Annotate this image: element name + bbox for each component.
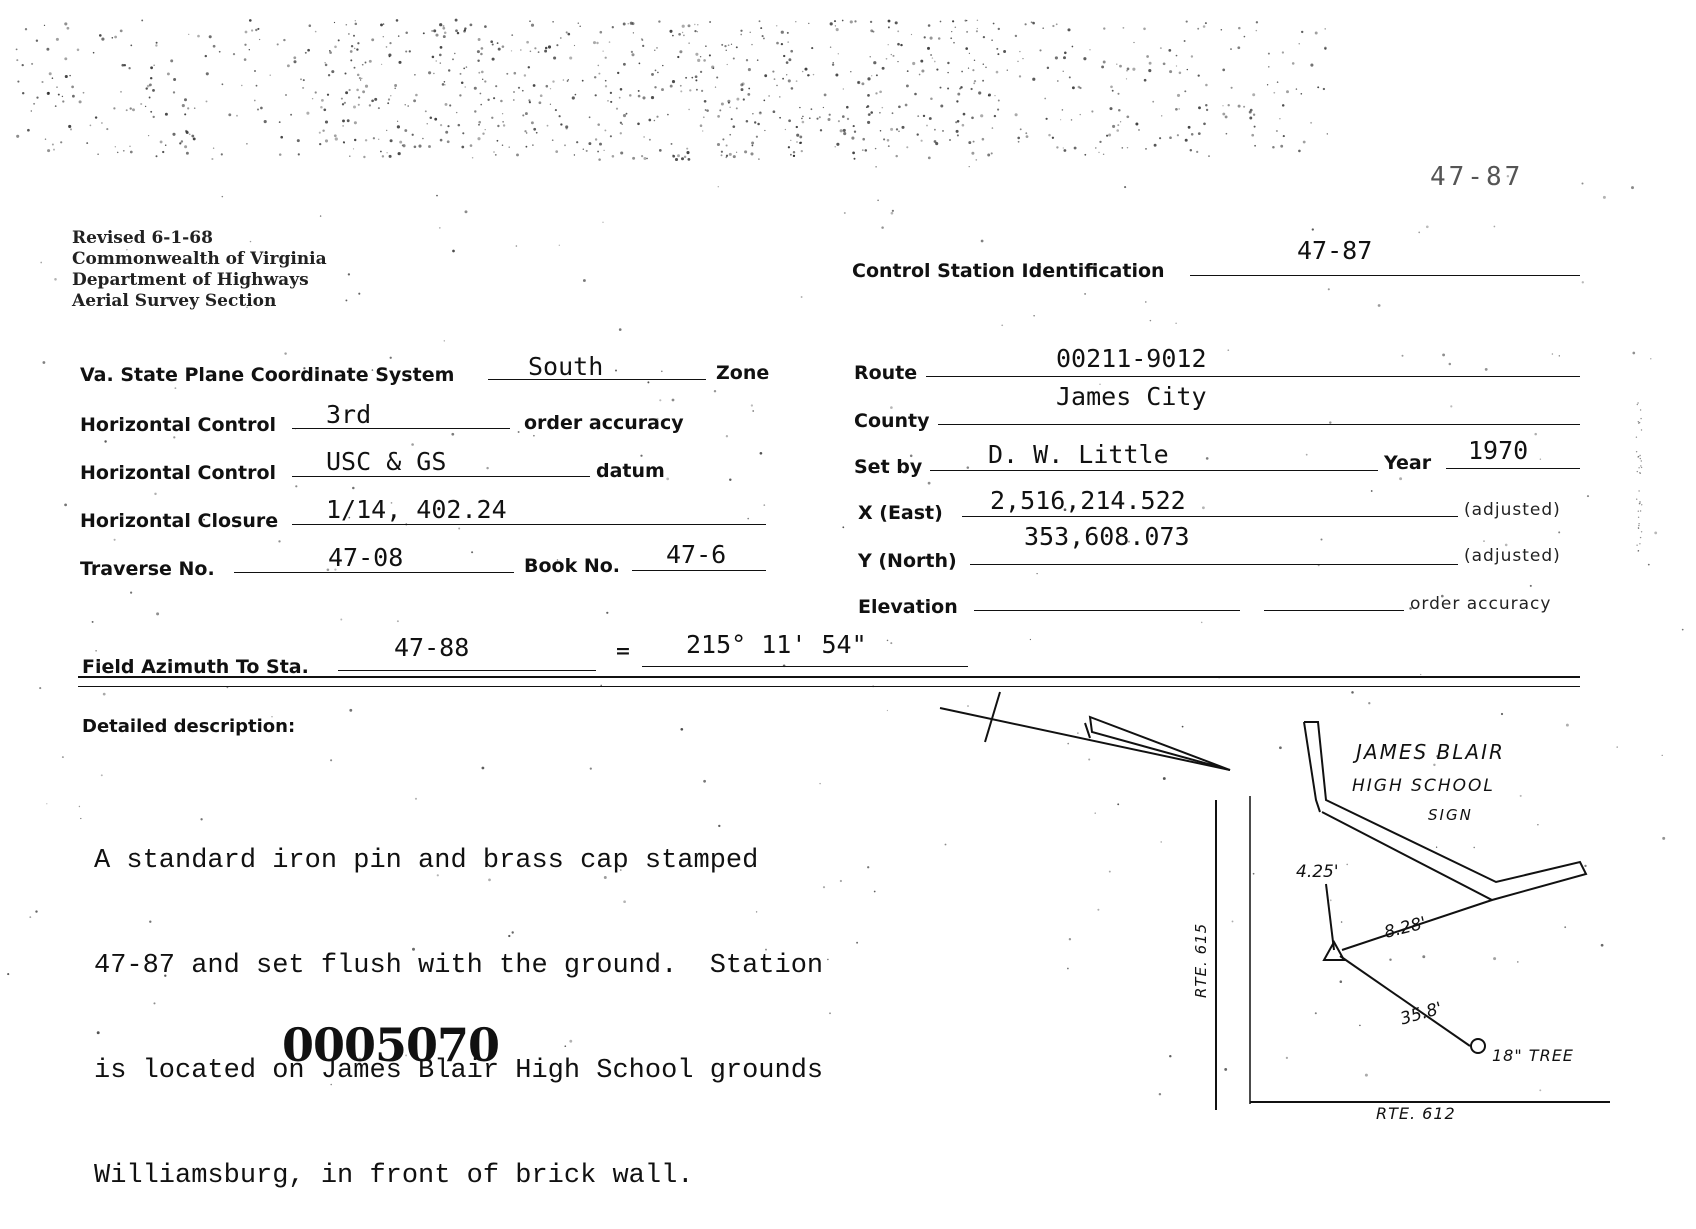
description-line-3: is located on James Blair High School grounds (94, 1056, 824, 1086)
header-section: Aerial Survey Section (72, 291, 277, 311)
description-label: Detailed description: (82, 716, 296, 737)
azimuth-station-value: 47-88 (394, 633, 470, 662)
x-adjusted-label: (adjusted) (1464, 500, 1561, 520)
rte615-label: RTE. 615 (1192, 922, 1210, 998)
header-department: Department of Highways (72, 270, 309, 290)
hc-order-value: 3rd (326, 400, 372, 429)
sign-label-line2: HIGH SCHOOL (1352, 776, 1495, 796)
dist-label-358: 35.8' (1398, 998, 1445, 1030)
rte612-label: RTE. 612 (1376, 1104, 1456, 1123)
azimuth-label: Field Azimuth To Sta. (82, 656, 309, 678)
elevation-label: Elevation (858, 596, 958, 618)
north-arrow-tick (985, 692, 1000, 742)
north-arrow-head (1090, 717, 1230, 770)
azimuth-value: 215° 11' 54" (686, 630, 867, 659)
book-label: Book No. (524, 555, 621, 577)
county-value: James City (1056, 382, 1207, 411)
setby-label: Set by (854, 456, 923, 478)
county-label: County (854, 410, 930, 432)
year-label: Year (1384, 452, 1432, 474)
hc-datum-value: USC & GS (326, 447, 447, 476)
header-commonwealth: Commonwealth of Virginia (72, 249, 327, 269)
hc-order-label: Horizontal Control (80, 414, 277, 436)
y-adjusted-label: (adjusted) (1464, 546, 1561, 566)
x-east-label: X (East) (858, 502, 943, 524)
route-label: Route (854, 362, 918, 384)
datum-label: datum (596, 460, 665, 482)
traverse-value: 47-08 (328, 543, 404, 572)
dist-line-425 (1326, 884, 1334, 950)
dist-label-828: 8.28' (1382, 913, 1429, 943)
azimuth-equals: = (615, 640, 631, 662)
control-station-label: Control Station Identification (852, 260, 1165, 282)
closure-value: 1/14, 402.24 (326, 495, 507, 524)
order-accuracy-label: order accuracy (524, 412, 684, 434)
description-line-2: 47-87 and set flush with the ground. Station (94, 951, 824, 981)
tree-label: 18" TREE (1492, 1046, 1574, 1065)
hc-datum-label: Horizontal Control (80, 462, 277, 484)
header-revised: Revised 6-1-68 (72, 228, 213, 248)
zone-label: Zone (716, 362, 770, 384)
year-value: 1970 (1468, 436, 1529, 465)
sign-label-line1: JAMES BLAIR (1356, 740, 1505, 764)
dist-line-358 (1340, 956, 1470, 1046)
scan-number: 47-87 (1430, 162, 1524, 192)
route-value: 00211-9012 (1056, 344, 1207, 373)
closure-label: Horizontal Closure (80, 510, 279, 532)
setby-value: D. W. Little (988, 440, 1169, 469)
book-value: 47-6 (666, 540, 727, 569)
x-east-value: 2,516,214.522 (990, 486, 1186, 515)
y-north-label: Y (North) (858, 550, 957, 572)
y-north-value: 353,608.073 (1024, 522, 1190, 551)
elevation-order-label: order accuracy (1410, 594, 1552, 614)
coord-system-value: South (528, 352, 604, 381)
traverse-label: Traverse No. (80, 558, 215, 580)
dist-label-425: 4.25' (1296, 862, 1339, 882)
control-station-value: 47-87 (1297, 236, 1373, 265)
description-line-1: A standard iron pin and brass cap stamped (94, 846, 759, 876)
tree-icon (1471, 1039, 1485, 1053)
description-line-4: Williamsburg, in front of brick wall. (94, 1161, 694, 1191)
stamp-number: 0005070 (282, 1018, 500, 1072)
north-arrow-line (940, 708, 1230, 770)
sign-label-line3: SIGN (1428, 806, 1473, 824)
coord-system-label: Va. State Plane Coordinate System (80, 364, 455, 386)
